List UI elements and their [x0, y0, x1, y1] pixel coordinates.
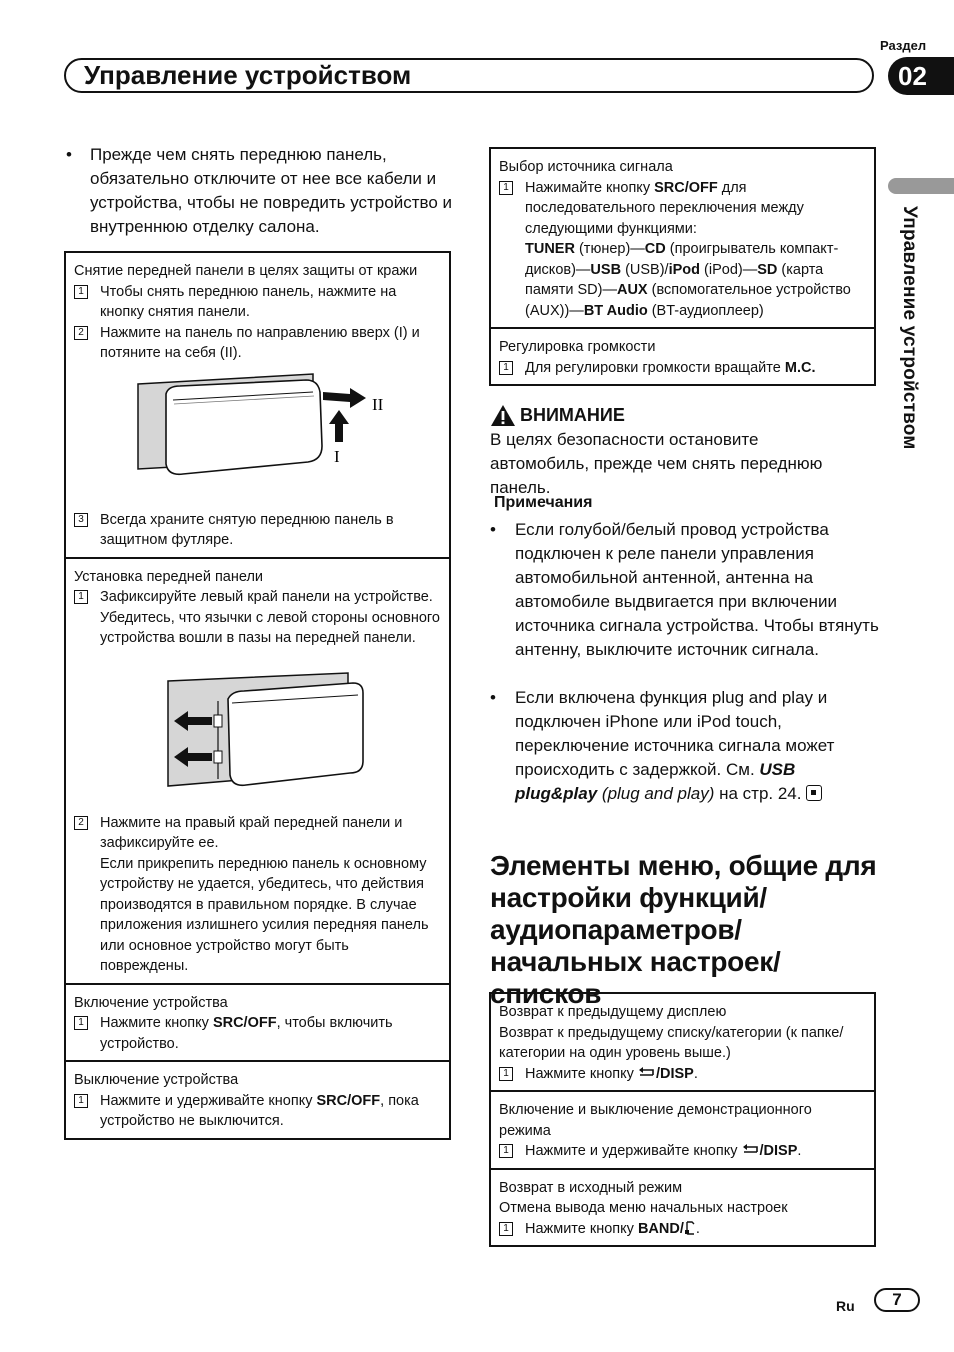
remove-step-3 [74, 510, 441, 551]
bullet-dot: • [490, 520, 496, 539]
return-icon [742, 1144, 760, 1156]
power-on-section [66, 985, 449, 1063]
remove-step-2-text: Нажмите на панель по направлению вверх (I) и потяните на себя (II). [100, 324, 420, 361]
home-text-post: . [695, 1220, 700, 1237]
source-ipod-desc: (iPod)— [700, 261, 758, 278]
disp-key: /DISP [759, 1143, 798, 1159]
power-on-text-pre: Нажмите кнопку [100, 1015, 213, 1031]
step-number: 1 [499, 181, 513, 195]
note-2-text: Если включена функция plug and play и подключен iPhone или iPod touch, переключение источника сигнала может происходить с задержкой. См. [515, 688, 835, 779]
attach-step-2 [74, 813, 441, 854]
source-aux-desc: (вспомогательное устройство (AUX))— [525, 282, 851, 319]
remove-step-1 [74, 282, 441, 323]
remove-panel-title: Снятие передней панели в целях защиты от кражи [74, 263, 418, 279]
attach-panel-illustration [148, 661, 368, 801]
return-icon [638, 1067, 656, 1079]
bullet-dot: • [66, 145, 72, 164]
label-pull: II [371, 394, 383, 414]
note-2-link-sub[interactable]: (plug and play) [601, 784, 715, 803]
band-key: BAND/ [637, 1220, 684, 1237]
source-tuner: TUNER [525, 241, 575, 257]
attach-step-1-text: Зафиксируйте левый край панели на устройстве. [100, 589, 433, 605]
home-section [491, 1170, 874, 1246]
attach-step-2-text: Нажмите на правый край передней панели и зафиксируйте ее. [100, 814, 403, 851]
source-usb: USB [590, 261, 622, 278]
source-text-pre: Нажимайте кнопку [525, 179, 655, 196]
source-ipod: iPod [668, 261, 700, 278]
remove-step-3-text: Всегда храните снятую переднюю панель в защитном футляре. [100, 511, 394, 548]
home-step [499, 1219, 866, 1240]
power-on-text-post: , чтобы включить устройство. [100, 1015, 393, 1052]
step-number: 1 [74, 590, 88, 604]
side-title: Управление устройством [899, 206, 920, 450]
demo-text-pre: Нажмите и удерживайте кнопку [525, 1143, 742, 1159]
remove-step-1-text: Чтобы снять переднюю панель, нажмите на кнопку снятия панели. [100, 283, 397, 320]
volume-step [499, 358, 866, 379]
attach-panel-section [66, 559, 449, 985]
remove-step-2 [74, 323, 441, 364]
source-aux: AUX [616, 282, 648, 298]
back-text-pre: Нажмите кнопку [525, 1065, 638, 1082]
src-off-key: SRC/OFF [212, 1015, 277, 1031]
back-text-post: . [693, 1065, 698, 1082]
attach-step-1-note: Убедитесь, что язычки с левой стороны основного устройства вошли в пазы на передней панели. [100, 609, 440, 646]
volume-section [491, 329, 874, 384]
intro-bullet: Прежде чем снять переднюю панель, обязательно отключите от нее все кабели и устройства, чтобы не повредить устройство и внутреннюю отделку салона. [90, 145, 452, 236]
source-text-post: для последовательного переключения между следующими функциями: [525, 179, 804, 237]
volume-text-pre: Для регулировки громкости вращайте [525, 359, 785, 376]
menu-section-heading: Элементы меню, общие для настройки функций/аудиопараметров/начальных настроек/списков [490, 850, 877, 1009]
note-2-post: на стр. 24. [714, 784, 802, 803]
source-usb-desc: (USB)/ [621, 261, 669, 278]
src-off-key: SRC/OFF [316, 1092, 381, 1109]
source-sd: SD [757, 261, 778, 278]
home-desc: Отмена вывода меню начальных настроек [499, 1200, 788, 1216]
attach-step-1 [74, 587, 441, 608]
step-number: 1 [499, 1067, 513, 1081]
step-number: 1 [499, 1144, 513, 1158]
step-number: 1 [499, 361, 513, 375]
power-on-title: Включение устройства [74, 994, 228, 1011]
demo-text-post: . [797, 1143, 802, 1159]
step-number: 1 [74, 1094, 88, 1108]
source-bt-audio-desc: (BT-аудиоплеер) [647, 302, 764, 319]
note-1: Если голубой/белый провод устройства подключен к реле панели управления автомобильной антенной, антенна на автомобиле выдвигается при включении источника сигнала устройства. Чтобы втянуть антенну, выключите источник сигнала. [515, 520, 879, 659]
warning-title: ВНИМАНИЕ [520, 405, 625, 425]
power-on-step [74, 1013, 441, 1054]
power-off-title: Выключение устройства [74, 1072, 239, 1088]
source-cd: CD [644, 241, 666, 257]
warning-heading [490, 404, 625, 427]
section-label: Раздел [880, 38, 927, 53]
source-title: Выбор источника сигнала [499, 159, 673, 175]
warning-triangle-icon [490, 404, 516, 427]
remove-panel-section [66, 253, 449, 559]
note-2-link[interactable]: USB plug&play [515, 760, 796, 803]
left-instruction-box [64, 251, 451, 1140]
remove-panel-illustration [128, 364, 388, 504]
step-number: 1 [74, 1016, 88, 1030]
section-number-tab: 02 [888, 57, 954, 95]
source-cd-desc: (проигрыватель компакт-дисков)— [525, 241, 839, 278]
disp-key: /DISP [655, 1065, 694, 1082]
source-sd-desc: (карта памяти SD)— [525, 261, 824, 298]
menu-common-box [489, 992, 876, 1247]
back-title: Возврат к предыдущему дисплею [499, 1004, 727, 1020]
back-step [499, 1064, 866, 1085]
step-number: 2 [74, 326, 88, 340]
back-desc: Возврат к предыдущему списку/категории (к папке/категории на один уровень выше.) [499, 1024, 844, 1061]
step-number: 1 [499, 1222, 513, 1236]
power-off-section [66, 1062, 449, 1138]
end-mark-icon [806, 785, 822, 801]
demo-section [491, 1092, 874, 1170]
step-number: 3 [74, 513, 88, 527]
source-bt-audio: BT Audio [583, 302, 648, 319]
right-instruction-box [489, 147, 876, 386]
warning-text: В целях безопасности остановите автомобиль, прежде чем снять переднюю панель. [490, 430, 823, 497]
page-title: Управление устройством [84, 60, 412, 90]
step-number: 1 [74, 285, 88, 299]
demo-title: Включение и выключение демонстрационного режима [499, 1102, 812, 1139]
source-step [499, 178, 866, 322]
notes-title: Примечания [494, 494, 593, 511]
power-off-text-pre: Нажмите и удерживайте кнопку [100, 1092, 317, 1109]
demo-step [499, 1141, 866, 1162]
mc-key: M.C. [784, 359, 816, 376]
attach-panel-title: Установка передней панели [74, 568, 264, 585]
source-section [491, 149, 874, 329]
back-section [491, 994, 874, 1092]
bullet-dot: • [490, 688, 496, 707]
page-number: 7 [874, 1288, 920, 1312]
home-text-pre: Нажмите кнопку [525, 1220, 638, 1237]
side-tab [888, 178, 954, 194]
home-title: Возврат в исходный режим [499, 1179, 683, 1196]
step-number: 2 [74, 816, 88, 830]
label-up: I [333, 446, 340, 466]
source-tuner-desc: (тюнер)— [574, 241, 645, 257]
note-2 [515, 686, 880, 806]
language-code: Ru [836, 1298, 855, 1314]
src-off-key: SRC/OFF [654, 179, 718, 196]
phone-icon [684, 1221, 696, 1235]
power-off-text-post: , пока устройство не выключится. [100, 1092, 419, 1129]
power-off-step [74, 1091, 441, 1132]
volume-title: Регулировка громкости [499, 339, 656, 355]
attach-step-2-note: Если прикрепить переднюю панель к основному устройству не удается, убедитесь, что действия производятся в правильном порядке. В случае приложения излишнего усилия передняя панель или основное устройство могут быть повреждены. [100, 855, 429, 974]
